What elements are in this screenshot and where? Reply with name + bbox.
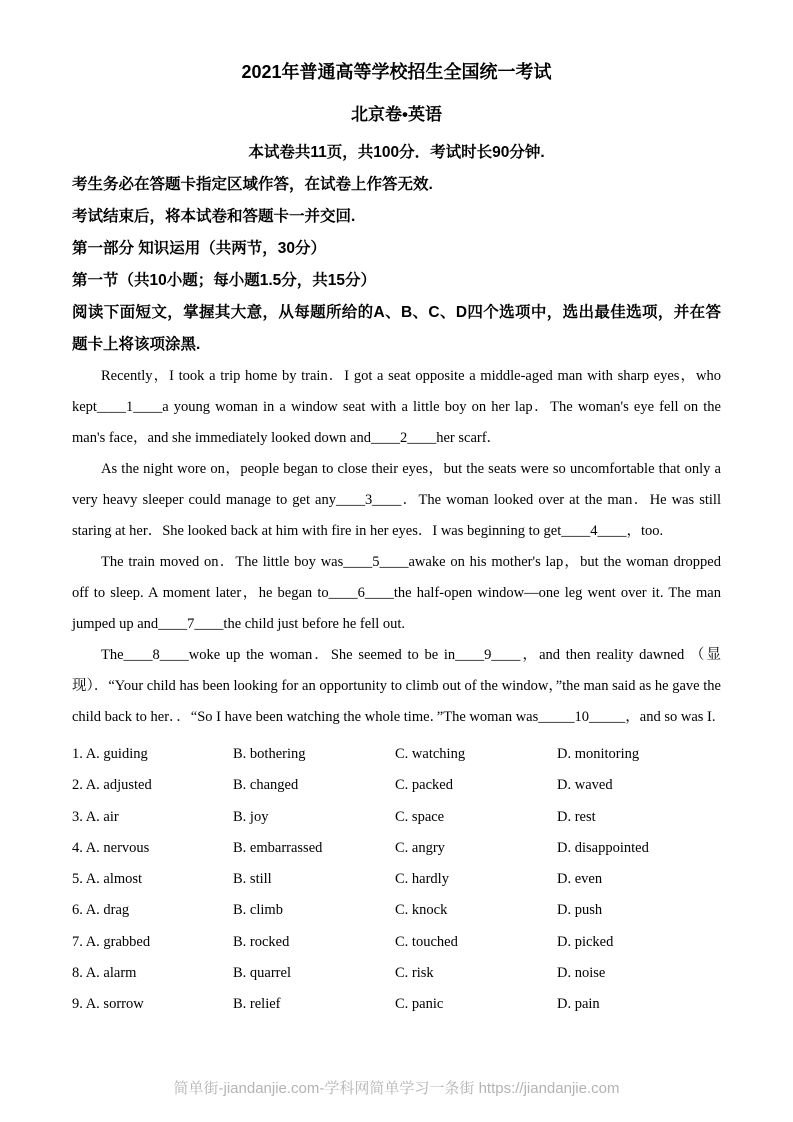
option-cell-q8b: B. quarrel [233, 965, 291, 982]
option-cell-q1a: 1. A. guiding [72, 746, 148, 762]
option-cell-q6b: B. climb [233, 902, 283, 919]
option-row-6 [72, 895, 721, 926]
cloze-paragraph-1: Recently，I took a trip home by train．I got a seat opposite a middle-aged man with sharp eyes，who kept____1____a young woman in a window seat with a little boy on her lap．The woman's eye fell on the man's face，and she immediately looked down and____2____her scarf． [72, 368, 721, 446]
option-row-7 [72, 927, 721, 958]
option-cell-q6d: D. push [557, 902, 603, 919]
cloze-instructions: 阅读下面短文，掌握其大意，从每题所给的A、B、C、D四个选项中，选出最佳选项，并在答题卡上将该项涂黑. [72, 304, 721, 353]
option-cell-q1c: C. watching [395, 746, 466, 762]
option-cell-q4c: C. angry [395, 839, 445, 856]
option-cell-q7a: 7. A. grabbed [72, 933, 151, 950]
option-cell-q1b: B. bothering [233, 746, 306, 762]
option-cell-q7c: C. touched [395, 933, 458, 950]
exam-title: 2021年普通高等学校招生全国统一考试 [241, 62, 552, 82]
option-cell-q3a: 3. A. air [72, 808, 119, 825]
option-cell-q4a: 4. A. nervous [72, 839, 150, 856]
option-cell-q7b: B. rocked [233, 933, 290, 950]
option-row-2 [72, 770, 721, 801]
watermark-footer: 简单街-jiandanjie.com-学科网简单学习一条街 https://jiandanjie.com [173, 1080, 620, 1097]
option-row-9 [72, 989, 721, 1020]
option-cell-q5a: 5. A. almost [72, 871, 143, 888]
option-row-8 [72, 958, 721, 989]
exam-subtitle: 北京卷•英语 [351, 105, 442, 124]
option-cell-q4b: B. embarrassed [233, 839, 323, 856]
option-cell-q5c: C. hardly [395, 871, 449, 888]
option-cell-q8d: D. noise [557, 965, 606, 982]
subsection-heading: 第一节（共10小题；每小题1.5分，共15分） [72, 272, 377, 289]
option-cell-q2a: 2. A. adjusted [72, 777, 152, 794]
notice-line-1: 考生务必在答题卡指定区域作答，在试卷上作答无效. [72, 176, 433, 193]
option-cell-q9a: 9. A. sorrow [72, 996, 144, 1013]
option-cell-q3d: D. rest [557, 808, 596, 825]
option-row-1 [72, 739, 721, 770]
option-cell-q9b: B. relief [233, 996, 281, 1013]
option-cell-q2c: C. packed [395, 777, 453, 794]
option-row-4 [72, 833, 721, 864]
option-cell-q8a: 8. A. alarm [72, 965, 137, 982]
cloze-paragraph-3: The train moved on．The little boy was____5____awake on his mother's lap，but the woman dropped off to sleep. A moment later，he began to____6____the half-open window—one leg went over it. The man jumped up and____7____the child just before he fell out. [72, 554, 721, 632]
section-heading: 第一部分 知识运用（共两节，30分） [72, 240, 327, 257]
option-cell-q3b: B. joy [233, 808, 269, 825]
exam-info-line: 本试卷共11页，共100分．考试时长90分钟. [248, 144, 545, 161]
options-table [72, 739, 721, 1021]
cloze-paragraph-4: The____8____woke up the woman．She seemed to be in____9____，and then reality dawned （显现）．“Your child has been looking for an opportunity to climb out of the window，”the man said as he gave the child back to her．．“So I have been watching the whole time．”The woman was_____10_____，and so was I. [72, 647, 721, 725]
option-row-3 [72, 802, 721, 833]
option-cell-q7d: D. picked [557, 933, 614, 950]
option-cell-q5b: B. still [233, 871, 272, 888]
option-cell-q3c: C. space [395, 808, 445, 825]
option-cell-q1d: D. monitoring [557, 746, 640, 762]
option-cell-q9c: C. panic [395, 996, 444, 1013]
option-cell-q2d: D. waved [557, 777, 613, 794]
option-cell-q4d: D. disappointed [557, 839, 649, 856]
option-cell-q2b: B. changed [233, 777, 299, 794]
option-cell-q5d: D. even [557, 871, 603, 888]
cloze-paragraph-2: As the night wore on，people began to close their eyes，but the seats were so uncomfortable that only a very heavy sleeper could manage to get any____3____．The woman looked over at the man．He was still staring at her．She looked back at him with fire in her eyes．I was beginning to get____4____，too. [72, 461, 721, 539]
option-cell-q6a: 6. A. drag [72, 902, 130, 919]
notice-line-2: 考试结束后，将本试卷和答题卡一并交回. [72, 208, 356, 225]
option-cell-q8c: C. risk [395, 965, 434, 982]
option-cell-q9d: D. pain [557, 996, 600, 1013]
option-row-5 [72, 864, 721, 895]
option-cell-q6c: C. knock [395, 902, 448, 919]
